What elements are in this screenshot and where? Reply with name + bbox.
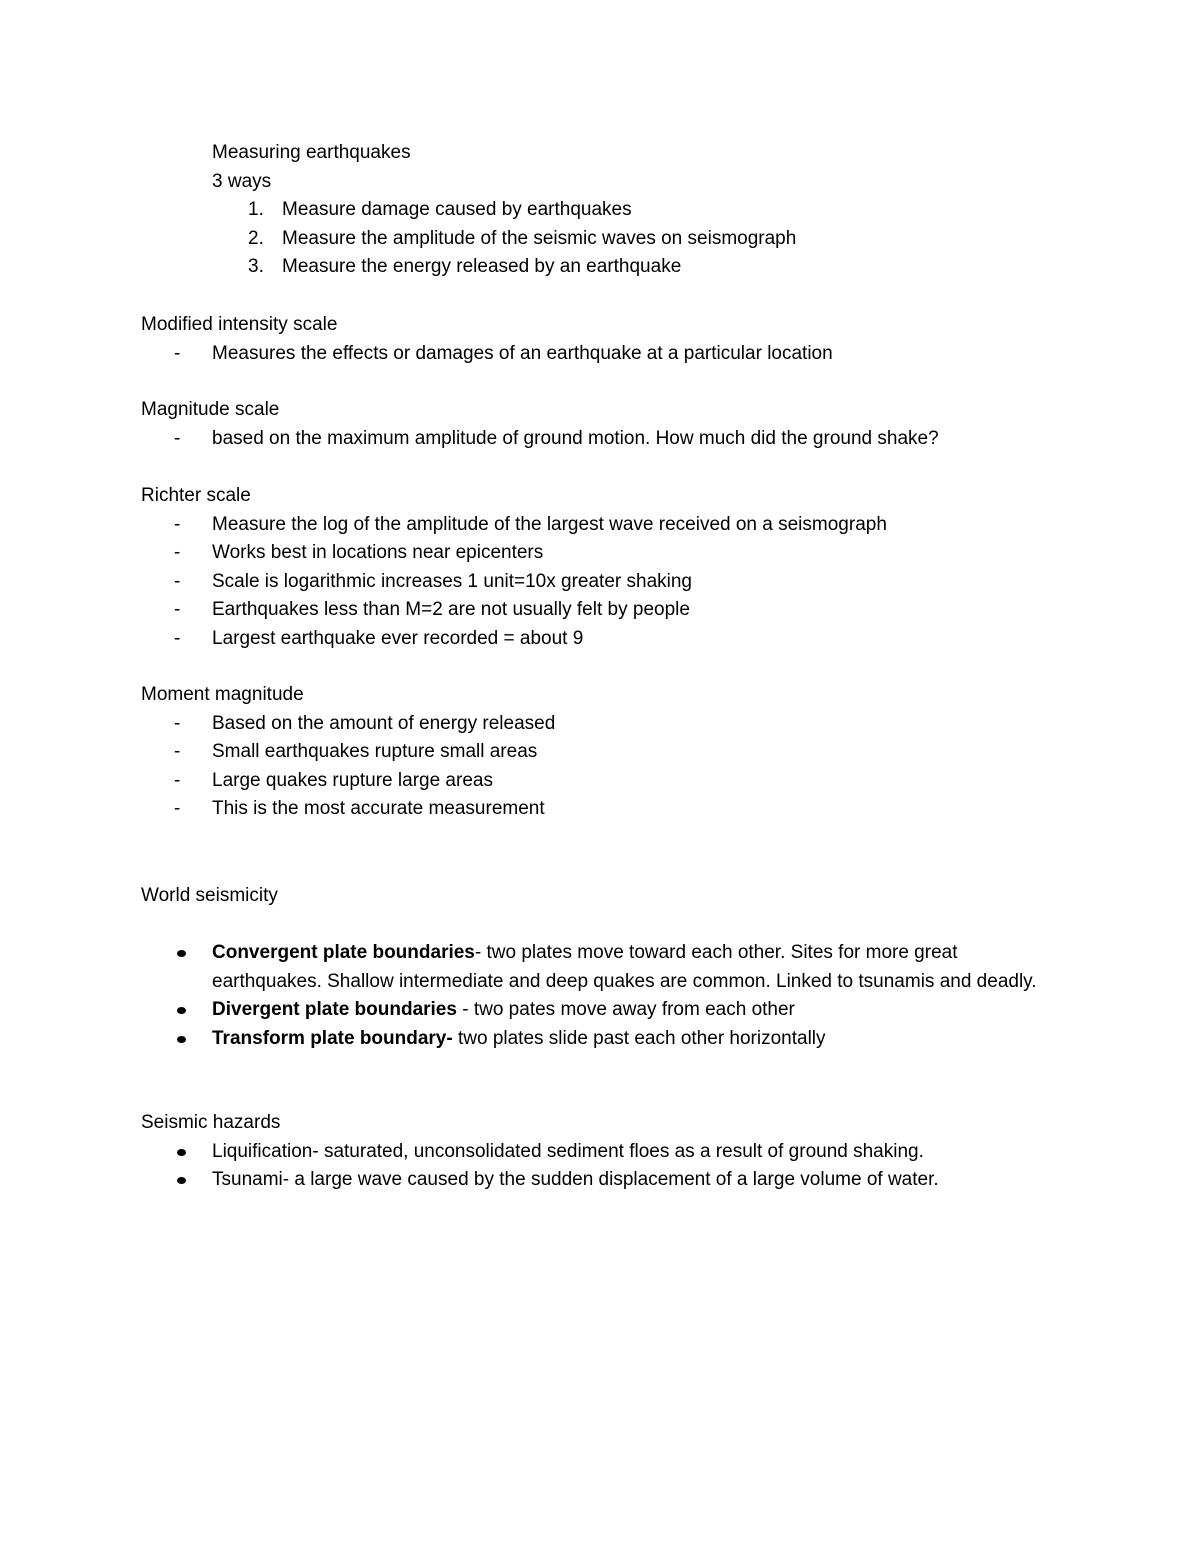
bullet-icon <box>177 1177 186 1184</box>
section-title-richter: Richter scale <box>141 485 251 506</box>
list-item <box>141 1166 1071 1195</box>
list-item <box>141 539 1071 568</box>
bullet-icon <box>177 1149 186 1156</box>
list-item <box>141 225 1071 254</box>
list-item-text: This is the most accurate measurement <box>212 798 545 819</box>
bullet-icon <box>177 1036 186 1043</box>
section-measuring <box>141 139 1071 282</box>
dash-marker: - <box>174 570 181 592</box>
list-item-text: Scale is logarithmic increases 1 unit=10x greater shaking <box>212 570 693 592</box>
numbered-list <box>141 196 1071 282</box>
list-item-text: Works best in locations near epicenters <box>212 542 544 563</box>
list-item-text: Large quakes rupture large areas <box>212 769 493 791</box>
list-item <box>141 710 1071 739</box>
list-item <box>141 1138 1071 1167</box>
section-modified-intensity <box>141 311 1071 368</box>
dash-list <box>141 511 1071 654</box>
list-item-text: Small earthquakes rupture small areas <box>212 741 538 762</box>
list-number: 2. <box>248 227 264 249</box>
section-seismic-hazards <box>141 1109 1071 1195</box>
list-item <box>141 511 1071 540</box>
dash-marker: - <box>174 542 181 563</box>
list-item-term: Divergent plate boundaries <box>212 999 457 1020</box>
section-title-measuring: Measuring earthquakes <box>212 142 411 163</box>
bullet-icon <box>177 1007 186 1014</box>
section-subtitle-ways: 3 ways <box>212 170 272 192</box>
list-item-text: Liquification- saturated, unconsolidated sediment floes as a result of ground shaking. <box>212 1140 924 1162</box>
bullet-icon <box>177 950 186 957</box>
list-item-text: Tsunami- a large wave caused by the sudden displacement of a large volume of water. <box>212 1169 939 1190</box>
list-item-text: Based on the amount of energy released <box>212 712 556 734</box>
dash-marker: - <box>174 741 181 762</box>
list-item-text: Measures the effects or damages of an earthquake at a particular location <box>212 342 833 364</box>
bullet-list <box>141 939 1071 1053</box>
list-number: 3. <box>248 256 264 277</box>
list-item <box>141 767 1071 796</box>
list-item <box>141 939 1071 996</box>
list-item-term: Convergent plate boundaries <box>212 942 475 963</box>
dash-list <box>141 710 1071 824</box>
section-world-seismicity <box>141 882 1071 911</box>
section-title-world-seismicity: World seismicity <box>141 885 278 906</box>
list-item-text: Measure the log of the amplitude of the largest wave received on a seismograph <box>212 513 887 535</box>
list-item-text: based on the maximum amplitude of ground motion. How much did the ground shake? <box>212 427 939 449</box>
list-number: 1. <box>248 199 264 220</box>
dash-marker: - <box>174 513 181 535</box>
list-item-text: Earthquakes less than M=2 are not usually felt by people <box>212 599 690 620</box>
list-item <box>141 1025 1071 1054</box>
list-item <box>141 996 1071 1025</box>
section-magnitude <box>141 396 1071 453</box>
bullet-list <box>141 1138 1071 1195</box>
list-item-text: Largest earthquake ever recorded = about 9 <box>212 627 584 649</box>
list-item <box>141 253 1071 282</box>
section-title-modified-intensity: Modified intensity scale <box>141 314 338 335</box>
section-richter <box>141 482 1071 653</box>
dash-marker: - <box>174 712 181 734</box>
list-item-text: - two plates move toward each other. Sites for more great earthquakes. Shallow intermediate and deep quakes are common. Linked to tsunamis and deadly. <box>212 942 1037 992</box>
section-title-magnitude: Magnitude scale <box>141 399 280 420</box>
list-item-text: Measure the energy released by an earthquake <box>282 256 682 277</box>
list-item <box>141 568 1071 597</box>
dash-marker: - <box>174 627 181 649</box>
list-item-text: - two pates move away from each other <box>456 999 795 1020</box>
list-item-term: Transform plate boundary- <box>212 1027 453 1049</box>
section-title-moment-magnitude: Moment magnitude <box>141 684 304 705</box>
dash-marker: - <box>174 342 181 364</box>
dash-list <box>141 340 1071 369</box>
list-item <box>141 340 1071 369</box>
list-item-text: Measure the amplitude of the seismic waves on seismograph <box>282 227 797 249</box>
dash-marker: - <box>174 769 181 791</box>
list-item <box>141 596 1071 625</box>
list-item <box>141 795 1071 824</box>
dash-marker: - <box>174 427 181 449</box>
list-item-text: two plates slide past each other horizontally <box>452 1027 826 1049</box>
section-title-seismic-hazards: Seismic hazards <box>141 1112 281 1133</box>
list-item <box>141 425 1071 454</box>
dash-marker: - <box>174 798 181 819</box>
section-moment-magnitude <box>141 681 1071 824</box>
list-item-text: Measure damage caused by earthquakes <box>282 199 632 220</box>
section-world-seismicity-list <box>141 939 1071 1053</box>
dash-list <box>141 425 1071 454</box>
dash-marker: - <box>174 599 181 620</box>
list-item <box>141 738 1071 767</box>
list-item <box>141 196 1071 225</box>
list-item <box>141 625 1071 654</box>
